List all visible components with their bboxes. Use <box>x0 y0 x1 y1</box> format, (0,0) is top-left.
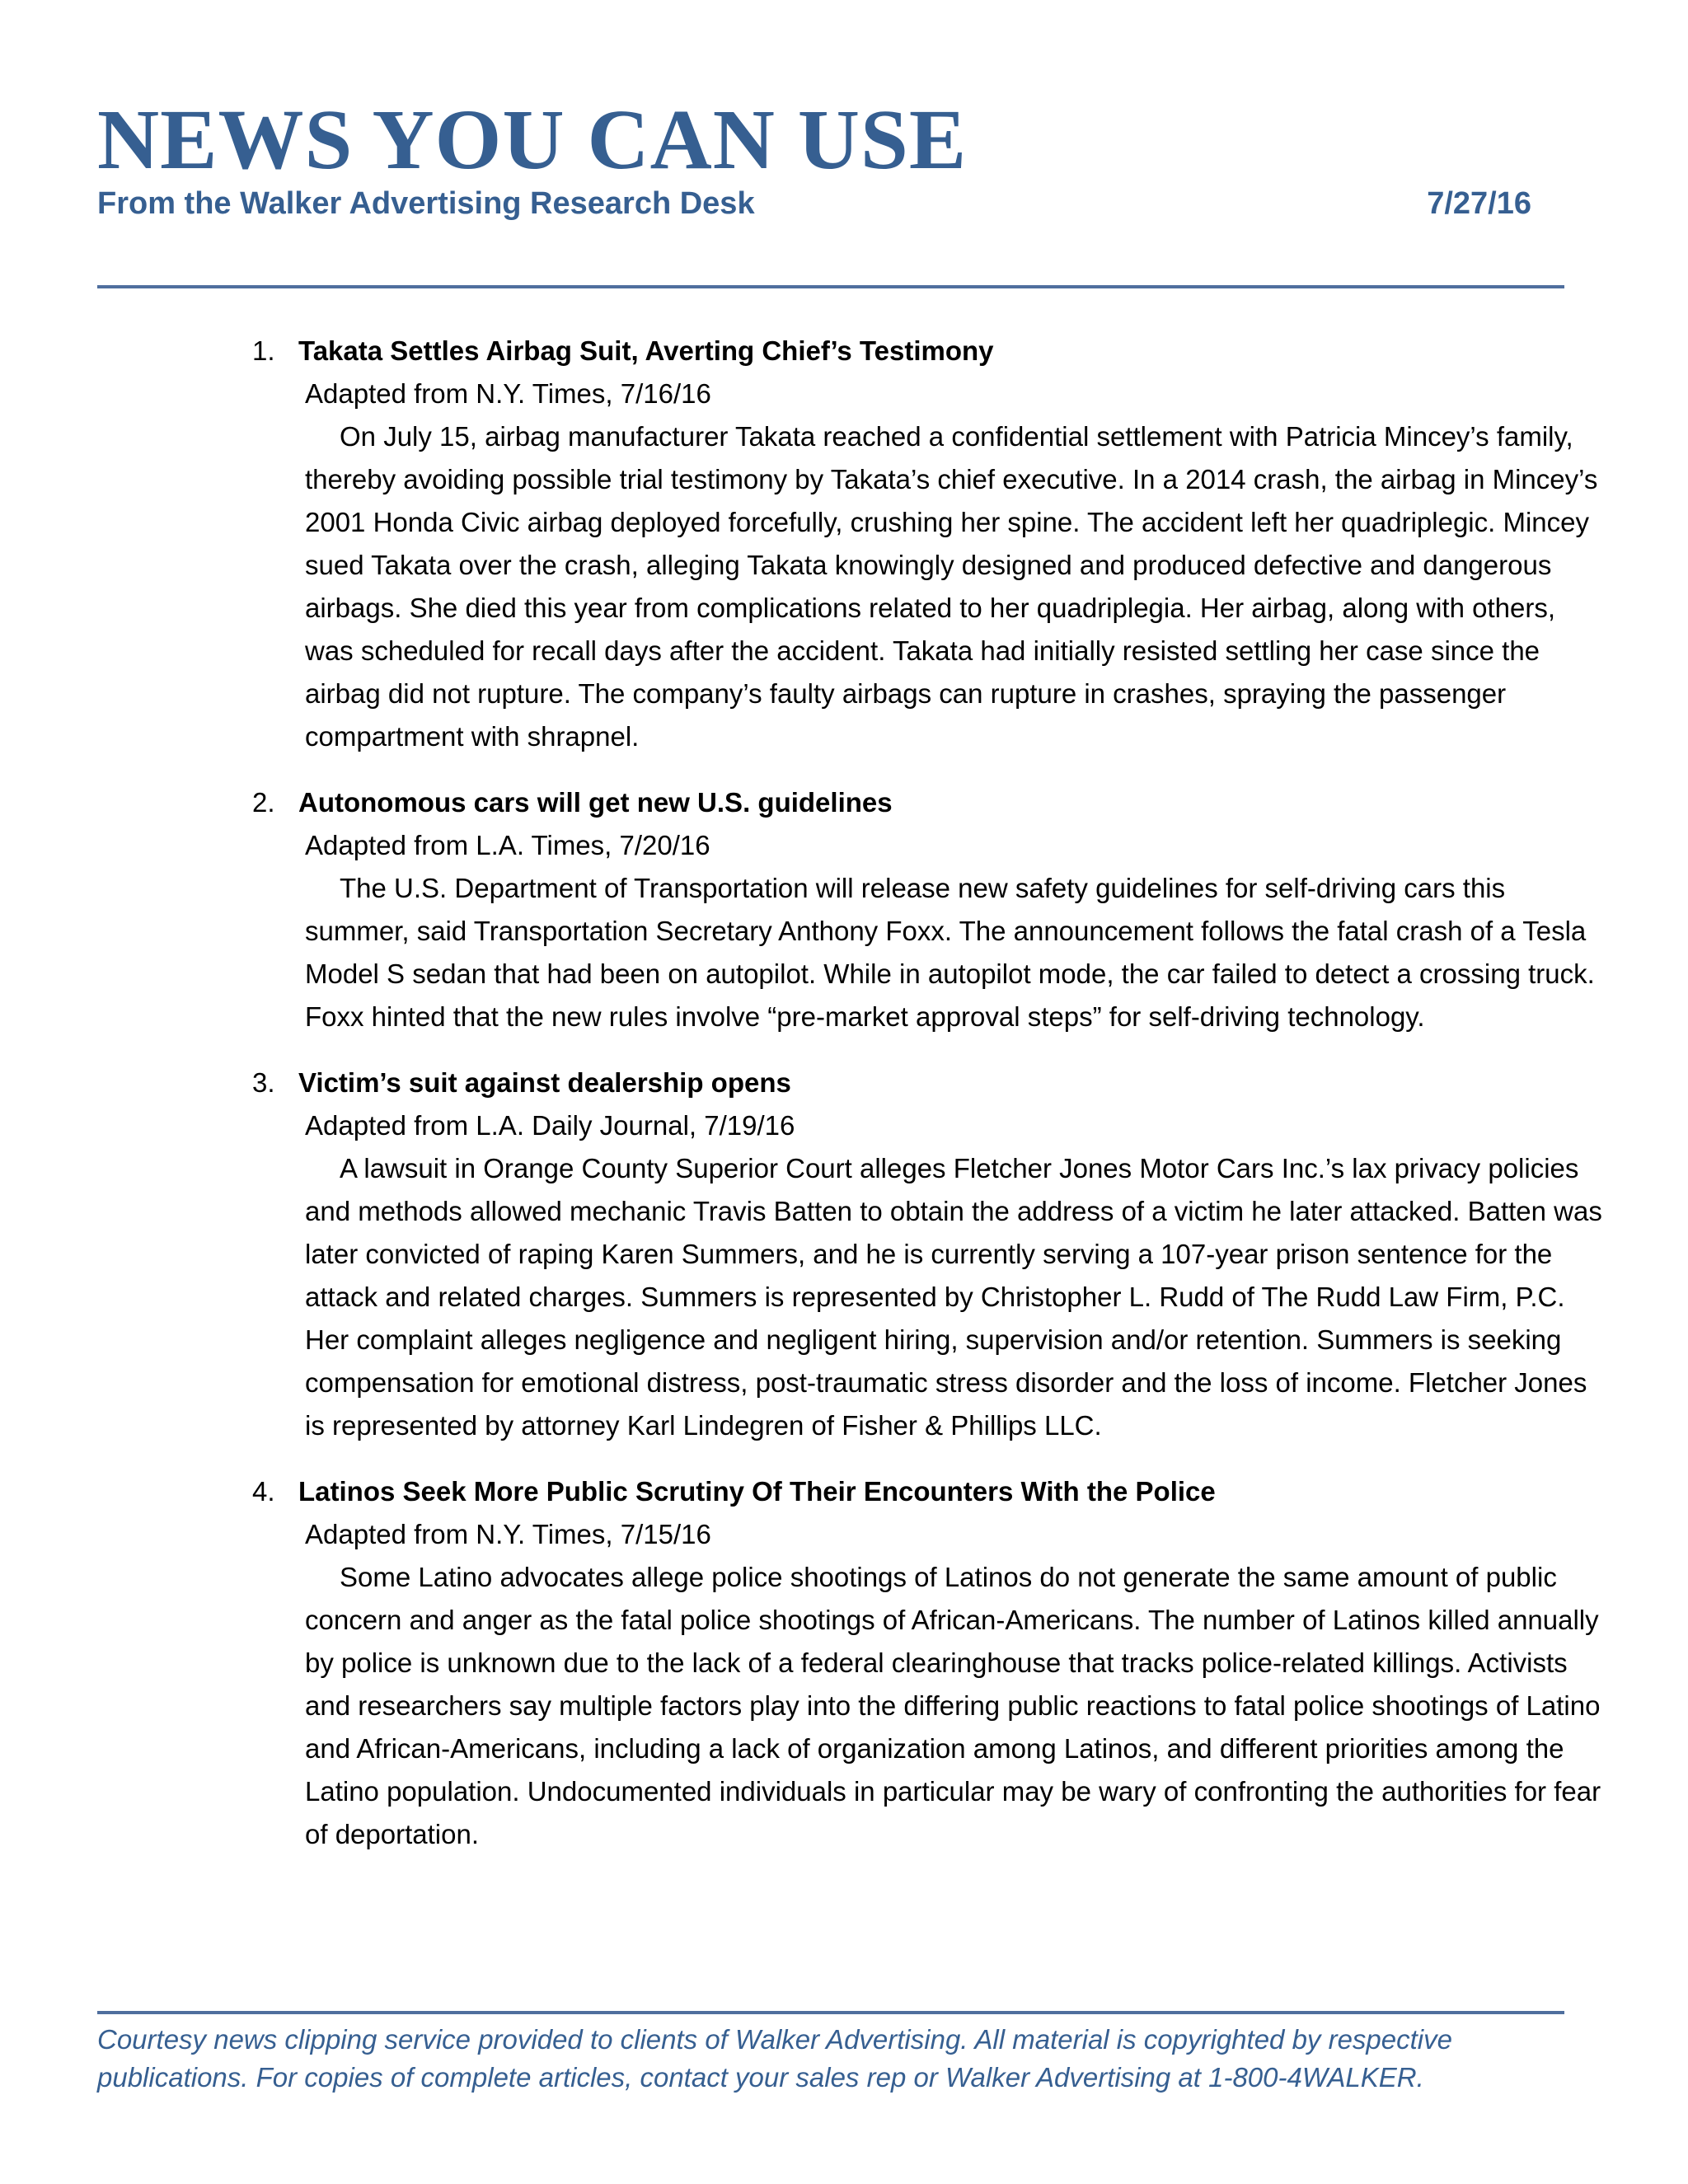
article-item <box>252 1470 1604 1856</box>
article-item <box>252 781 1604 1038</box>
article-number: 2. <box>252 787 275 818</box>
article-source: Adapted from N.Y. Times, 7/15/16 <box>305 1519 711 1549</box>
masthead-subtitle-row <box>97 186 1531 236</box>
article-source: Adapted from N.Y. Times, 7/16/16 <box>305 378 711 409</box>
article-source: Adapted from L.A. Daily Journal, 7/19/16 <box>305 1110 795 1141</box>
article-number: 3. <box>252 1067 275 1098</box>
article-source: Adapted from L.A. Times, 7/20/16 <box>305 830 710 860</box>
article-item <box>252 1062 1604 1447</box>
article-headline: Autonomous cars will get new U.S. guidelines <box>298 787 893 818</box>
masthead-title-block <box>97 92 1564 187</box>
article-body: The U.S. Department of Transportation will release new safety guidelines for self-driving cars this summer, said Transportation Secretary Anthony Foxx. The announcement follows the fatal crash of a Tesla Model S sedan that had been on autopilot. While in autopilot mode, the car failed to detect a crossing truck. Foxx hinted that the new rules involve “pre-market approval steps” for self-driving technology. <box>305 873 1595 1032</box>
article-headline: Latinos Seek More Public Scrutiny Of Their Encounters With the Police <box>298 1476 1216 1507</box>
article-body: Some Latino advocates allege police shootings of Latinos do not generate the same amount of public concern and anger as the fatal police shootings of African-Americans. The number of Latinos killed annually by police is unknown due to the lack of a federal clearinghouse that tracks police-related killings. Activists and researchers say multiple factors play into the differing public reactions to fatal police shootings of Latino and African-Americans, including a lack of organization among Latinos, and different priorities among the Latino population. Undocumented individuals in particular may be wary of confronting the authorities for fear of deportation. <box>305 1562 1601 1849</box>
footer-divider <box>97 2011 1564 2014</box>
masthead-subtitle: From the Walker Advertising Research Desk <box>97 186 755 221</box>
article-number: 4. <box>252 1476 275 1507</box>
footer-note: Courtesy news clipping service provided to clients of Walker Advertising. All material is copyrighted by respective publications. For copies of complete articles, contact your sales rep or Walker Advertising at 1-800-4WALKER. <box>97 2024 1452 2093</box>
article-item <box>252 330 1604 758</box>
article-number: 1. <box>252 335 275 366</box>
masthead-title: NEWS YOU CAN USE <box>97 92 968 187</box>
article-headline: Takata Settles Airbag Suit, Averting Chief’s Testimony <box>298 335 994 366</box>
article-body: On July 15, airbag manufacturer Takata reached a confidential settlement with Patricia Mincey’s family, thereby avoiding possible trial testimony by Takata’s chief executive. In a 2014 crash, the airbag in Mincey’s 2001 Honda Civic airbag deployed forcefully, crushing her spine. The accident left her quadriplegic. Mincey sued Takata over the crash, alleging Takata knowingly designed and produced defective and dangerous airbags. She died this year from complications related to her quadriplegia. Her airbag, along with others, was scheduled for recall days after the accident. Takata had initially resisted settling her case since the airbag did not rupture. The company’s faulty airbags can rupture in crashes, spraying the passenger compartment with shrapnel. <box>305 421 1598 752</box>
article-headline: Victim’s suit against dealership opens <box>298 1067 791 1098</box>
article-body: A lawsuit in Orange County Superior Court alleges Fletcher Jones Motor Cars Inc.’s lax privacy policies and methods allowed mechanic Travis Batten to obtain the address of a victim he later attacked. Batten was later convicted of raping Karen Summers, and he is currently serving a 107-year prison sentence for the attack and related charges. Summers is represented by Christopher L. Rudd of The Rudd Law Firm, P.C. Her complaint alleges negligence and negligent hiring, supervision and/or retention. Summers is seeking compensation for emotional distress, post-traumatic stress disorder and the loss of income. Fletcher Jones is represented by attorney Karl Lindegren of Fisher & Phillips LLC. <box>305 1153 1602 1441</box>
article-list <box>252 330 1604 1879</box>
issue-date: 7/27/16 <box>1427 186 1531 221</box>
header-divider <box>97 285 1564 288</box>
